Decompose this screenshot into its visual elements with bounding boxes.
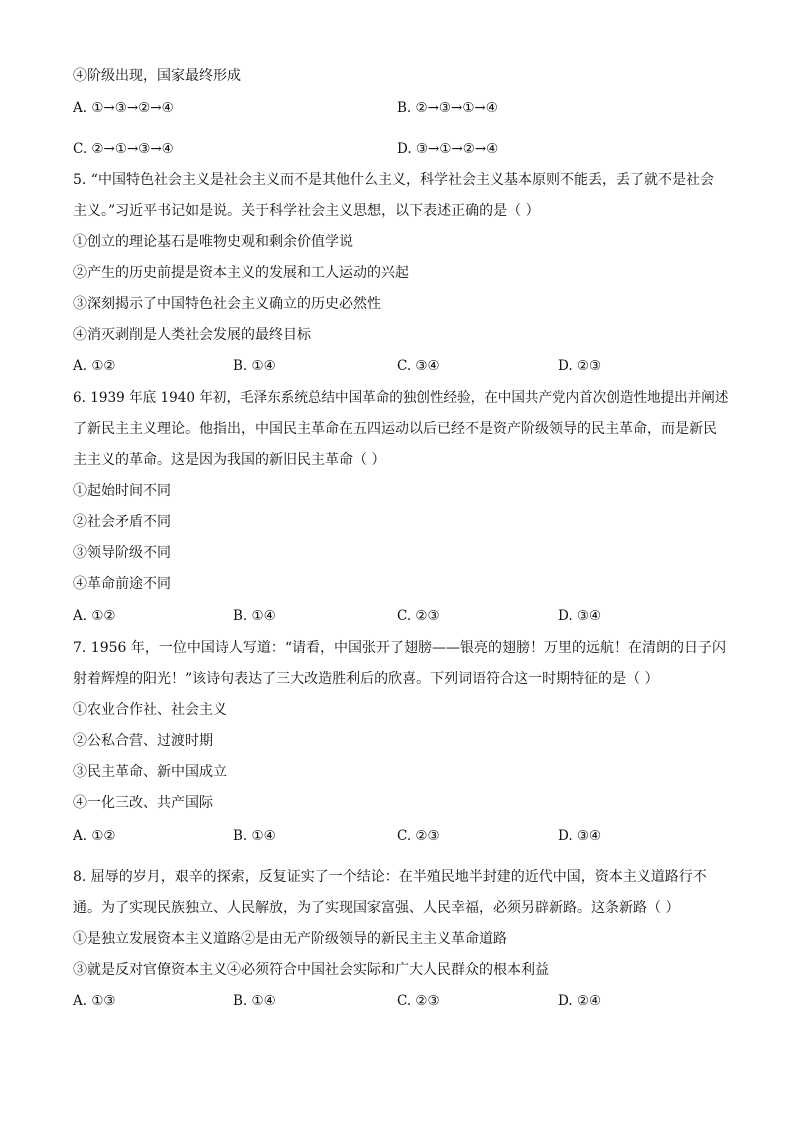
- q8-option-b: B. ①④: [233, 993, 276, 1009]
- q5-item-1: ①创立的理论基石是唯物史观和剩余价值学说: [73, 234, 353, 250]
- q7-item-3: ③民主革命、新中国成立: [73, 764, 227, 780]
- q7-option-d: D. ③④: [558, 828, 602, 844]
- q4-option-b: B. ②→③→①→④: [397, 100, 498, 116]
- q7-item-2: ②公私合营、过渡时期: [73, 733, 213, 749]
- q8-stem-line-2: 通。为了实现民族独立、人民解放，为了实现国家富强、人民幸福，必须另辟新路。这条新路（ ）: [73, 900, 680, 916]
- q8-item-3-4: ③就是反对官僚资本主义④必须符合中国社会实际和广大人民群众的根本利益: [73, 962, 549, 978]
- q6-stem-line-2: 了新民主主义理论。他指出，中国民主革命在五四运动以后已经不是资产阶级领导的民主革命，而是新民: [73, 421, 717, 437]
- q6-option-a: A. ①②: [73, 608, 116, 624]
- q6-item-1: ①起始时间不同: [73, 483, 171, 499]
- q6-item-2: ②社会矛盾不同: [73, 514, 171, 530]
- q5-item-2: ②产生的历史前提是资本主义的发展和工人运动的兴起: [73, 265, 409, 281]
- q8-option-c: C. ②③: [397, 993, 440, 1009]
- q6-stem-line-3: 主主义的革命。这是因为我国的新旧民主革命（ ）: [73, 452, 386, 468]
- q8-option-a: A. ①③: [73, 993, 116, 1009]
- q6-item-3: ③领导阶级不同: [73, 545, 171, 561]
- q6-option-c: C. ②③: [397, 608, 440, 624]
- q5-item-3: ③深刻揭示了中国特色社会主义确立的历史必然性: [73, 296, 381, 312]
- q8-item-1-2: ①是独立发展资本主义道路②是由无产阶级领导的新民主主义革命道路: [73, 931, 507, 947]
- q7-option-c: C. ②③: [397, 828, 440, 844]
- q5-option-a: A. ①②: [73, 358, 116, 374]
- q4-item-4: ④阶级出现，国家最终形成: [73, 68, 241, 84]
- q8-stem-line-1: 8. 屈辱的岁月，艰辛的探索，反复证实了一个结论：在半殖民地半封建的近代中国，资本主义道路行不: [73, 869, 707, 885]
- q4-option-a: A. ①→③→②→④: [73, 100, 174, 116]
- q6-stem-line-1: 6. 1939 年底 1940 年初，毛泽东系统总结中国革命的独创性经验，在中国共产党内首次创造性地提出并阐述: [73, 390, 729, 406]
- q7-item-4: ④一化三改、共产国际: [73, 795, 213, 811]
- q6-item-4: ④革命前途不同: [73, 576, 171, 592]
- q4-option-d: D. ③→①→②→④: [397, 141, 499, 157]
- q7-stem-line-1: 7. 1956 年，一位中国诗人写道：“请看，中国张开了翅膀——银亮的翅膀！万里的远航！在清朗的日子闪: [73, 640, 727, 656]
- q5-option-d: D. ②③: [558, 358, 602, 374]
- q7-option-a: A. ①②: [73, 828, 116, 844]
- q8-option-d: D. ②④: [558, 993, 602, 1009]
- q6-option-d: D. ③④: [558, 608, 602, 624]
- q5-option-c: C. ③④: [397, 358, 440, 374]
- q6-option-b: B. ①④: [233, 608, 276, 624]
- q5-stem-line-2: 主义。”习近平书记如是说。关于科学社会主义思想，以下表述正确的是（ ）: [73, 203, 540, 219]
- q7-stem-line-2: 射着辉煌的阳光！”该诗句表达了三大改造胜利后的欣喜。下列词语符合这一时期特征的是（ ）: [73, 671, 659, 687]
- q5-option-b: B. ①④: [233, 358, 276, 374]
- q4-option-c: C. ②→①→③→④: [73, 141, 174, 157]
- q5-item-4: ④消灭剥削是人类社会发展的最终目标: [73, 327, 311, 343]
- q7-item-1: ①农业合作社、社会主义: [73, 702, 227, 718]
- q7-option-b: B. ①④: [233, 828, 276, 844]
- q5-stem-line-1: 5. “中国特色社会主义是社会主义而不是其他什么主义，科学社会主义基本原则不能丢，丢了就不是社会: [73, 172, 714, 188]
